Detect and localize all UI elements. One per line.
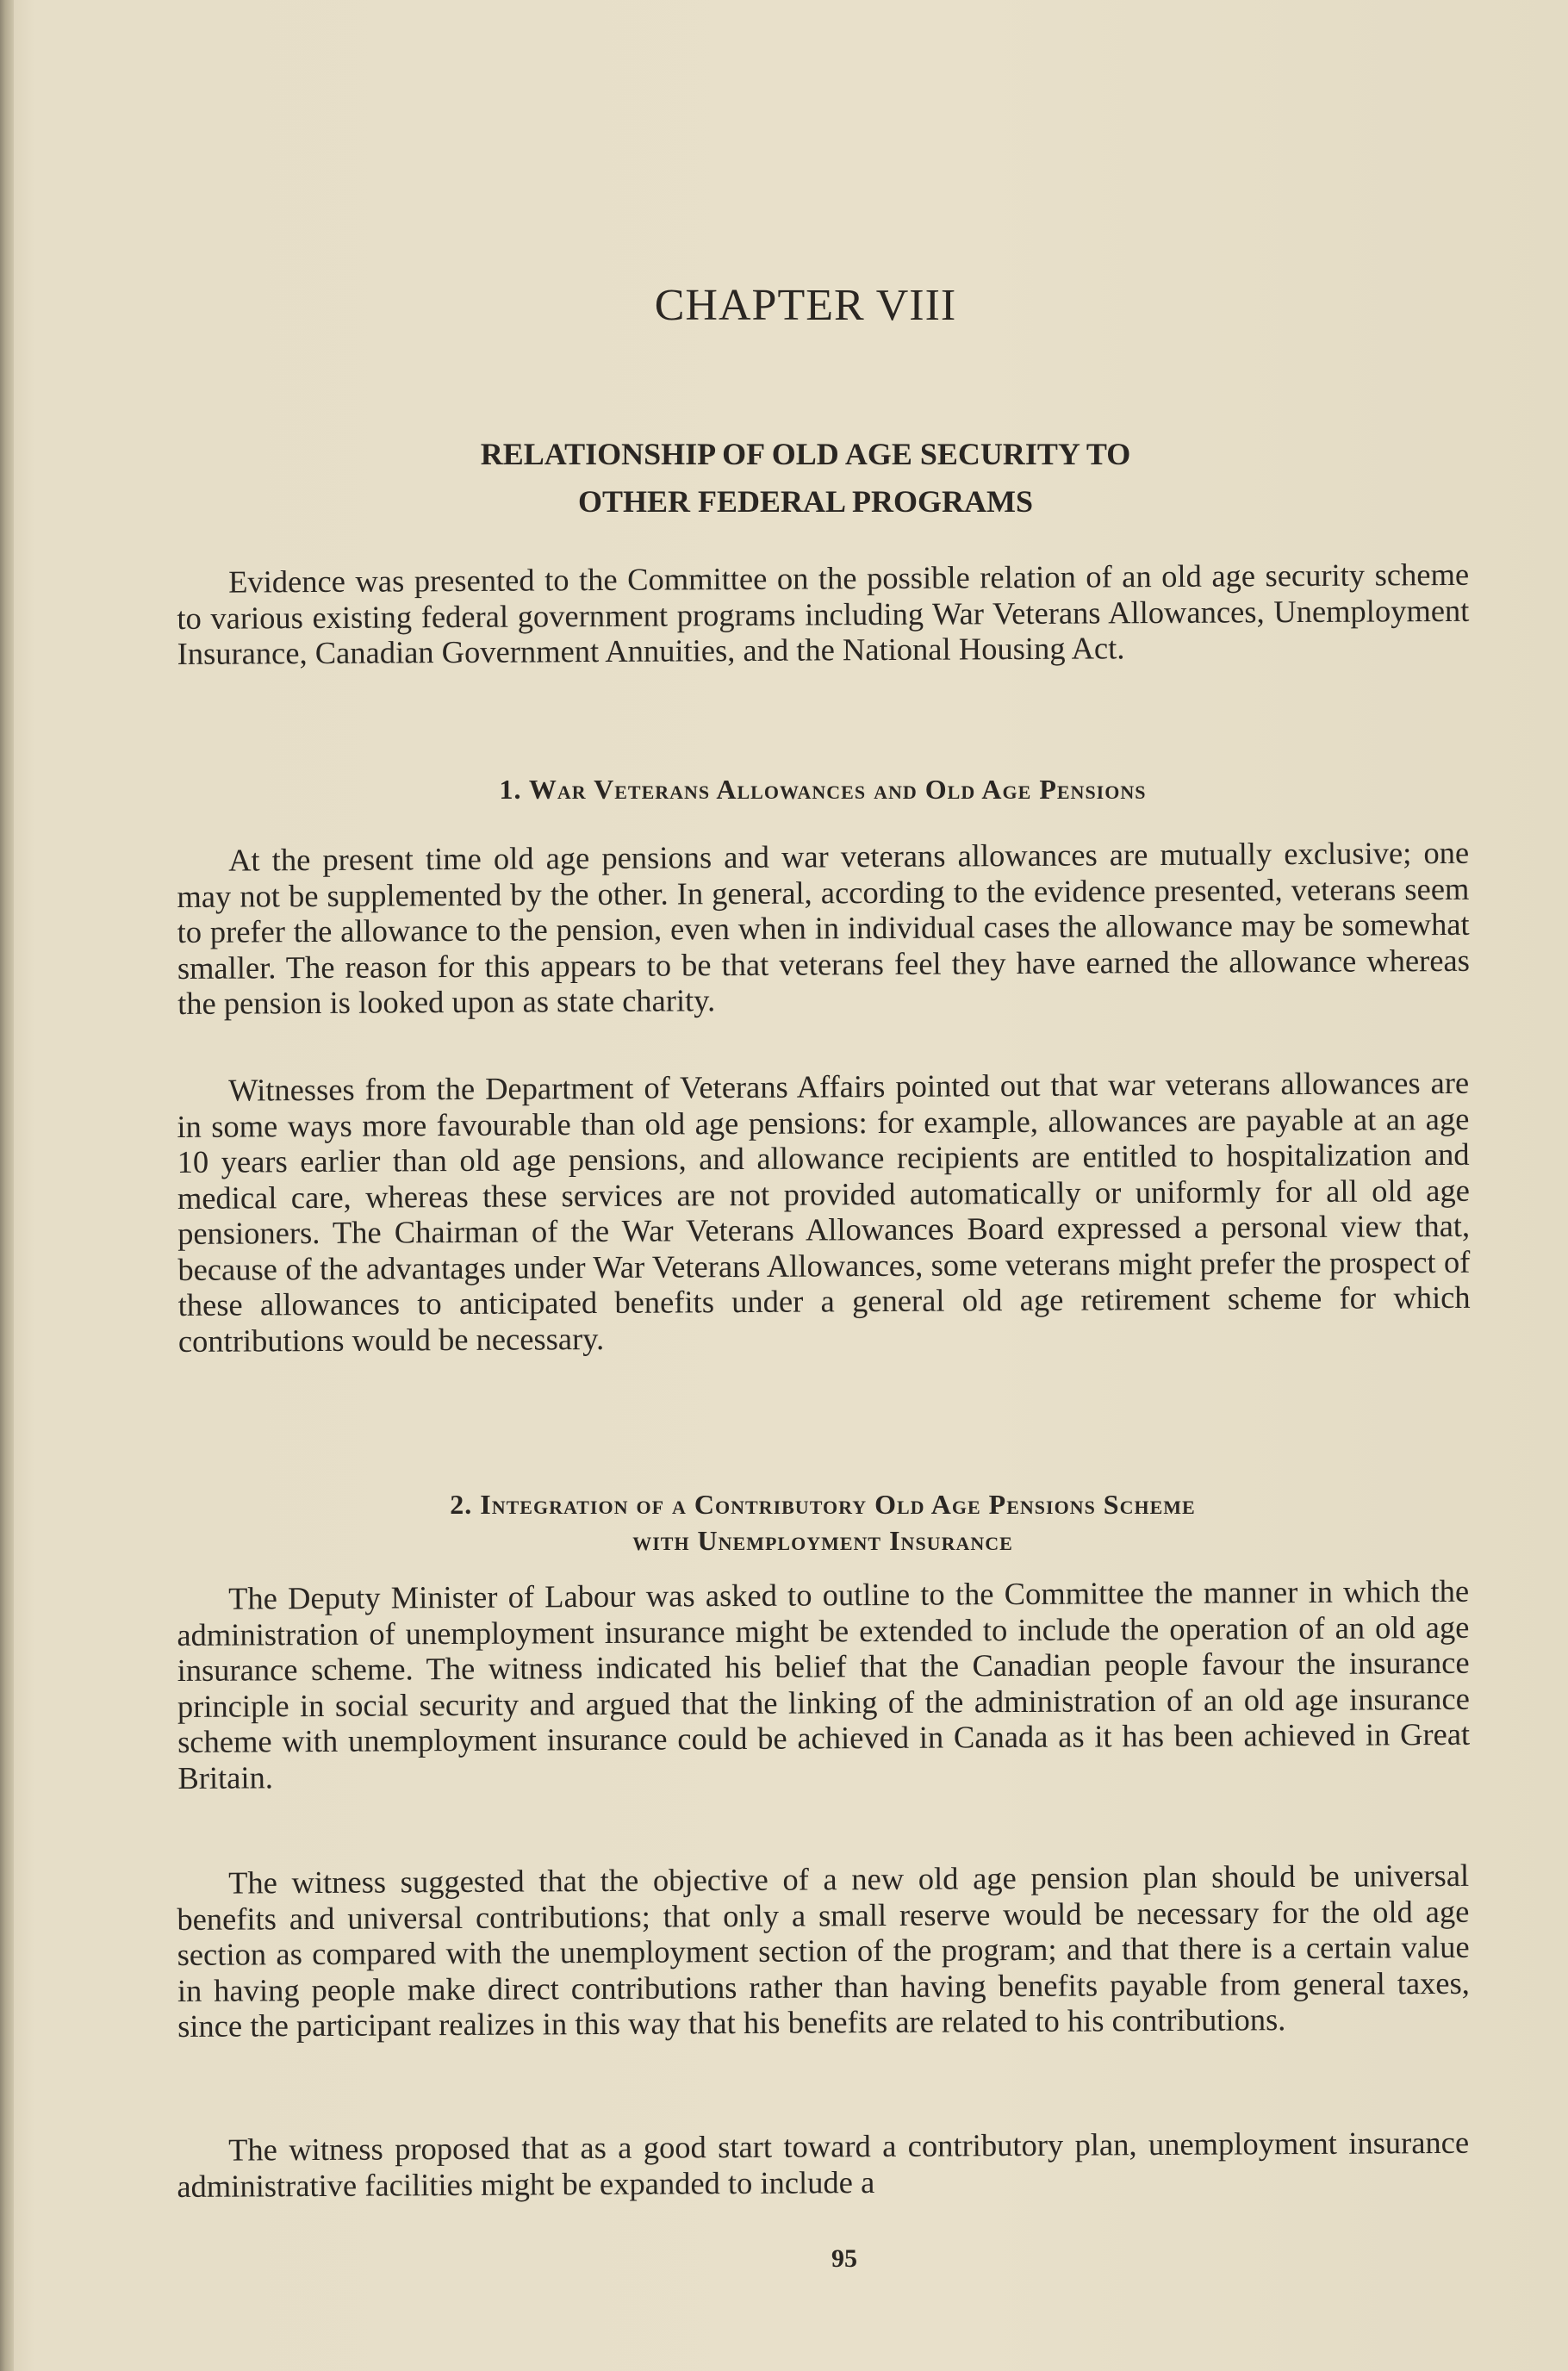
section-title	[0, 431, 1568, 526]
subsection-1-paragraph-1: At the present time old age pensions and war veterans allowances are mutually exclusive; one may not be supplemented by the other. In general, according to the evidence presented, veterans seem to prefer the allowance to the pension, even when in individual cases the allowance may be somewhat smaller. The reason for this appears to be that veterans feel they have earned the allowance whereas the pension is looked upon as state charity.	[177, 834, 1470, 1021]
subsection-2-heading-line-1: 2. Integration of a Contributory Old Age Pensions Scheme	[450, 1489, 1196, 1520]
intro-paragraph: Evidence was presented to the Committee on the possible relation of an old age security scheme to various existing federal government programs including War Veterans Allowances, Unemployment Insurance, Canadian Government Annuities, and the National Housing Act.	[177, 556, 1470, 671]
section-title-line-1: RELATIONSHIP OF OLD AGE SECURITY TO	[480, 437, 1131, 471]
chapter-title: CHAPTER VIII	[654, 281, 957, 330]
page-number: 95	[831, 2244, 857, 2273]
subsection-1-paragraph-2: Witnesses from the Department of Veterans Affairs pointed out that war veterans allowances are in some ways more favourable than old age pensions: for example, allowances are payable at an age 10 years earlier than old age pensions, and allowance recipients are entitled to hospitalization and medical care, whereas these services are not provided automatically or uniformly for all old age pensioners. The Chairman of the War Veterans Allowances Board expressed a personal view that, because of the advantages under War Veterans Allowances, some veterans might prefer the prospect of these allowances to anticipated benefits under a general old age retirement scheme for which contributions would be necessary.	[177, 1064, 1471, 1359]
subsection-2-paragraph-2: The witness suggested that the objective of a new old age pension plan should be universal benefits and universal contributions; that only a small reserve would be necessary for the old age section as compared with the unemployment section of the program; and that there is a certain value in having people make direct contributions rather than having benefits payable from general taxes, since the participant realizes in this way that his benefits are related to his contributions.	[177, 1857, 1470, 2044]
page-spine-shadow	[0, 0, 14, 2371]
subsection-1-heading	[177, 771, 1469, 807]
section-title-line-2: OTHER FEDERAL PROGRAMS	[577, 484, 1034, 519]
subsection-2-heading-line-2: with Unemployment Insurance	[632, 1525, 1013, 1556]
subsection-2-paragraph-1: The Deputy Minister of Labour was asked to outline to the Committee the manner in which the administration of unemployment insurance might be extended to include the operation of an old age insurance scheme. The witness indicated his belief that the Canadian people favour the insurance principle in social security and argued that the linking of the administration of an old age insurance scheme with unemployment insurance could be achieved in Canada as it has been achieved in Great Britain.	[177, 1572, 1471, 1795]
subsection-1-heading-text: 1. War Veterans Allowances and Old Age Pensions	[499, 774, 1147, 805]
subsection-2-heading	[177, 1486, 1469, 1559]
subsection-2-paragraph-3: The witness proposed that as a good start toward a contributory plan, unemployment insurance administrative facilities might be expanded to include a	[177, 2124, 1470, 2204]
